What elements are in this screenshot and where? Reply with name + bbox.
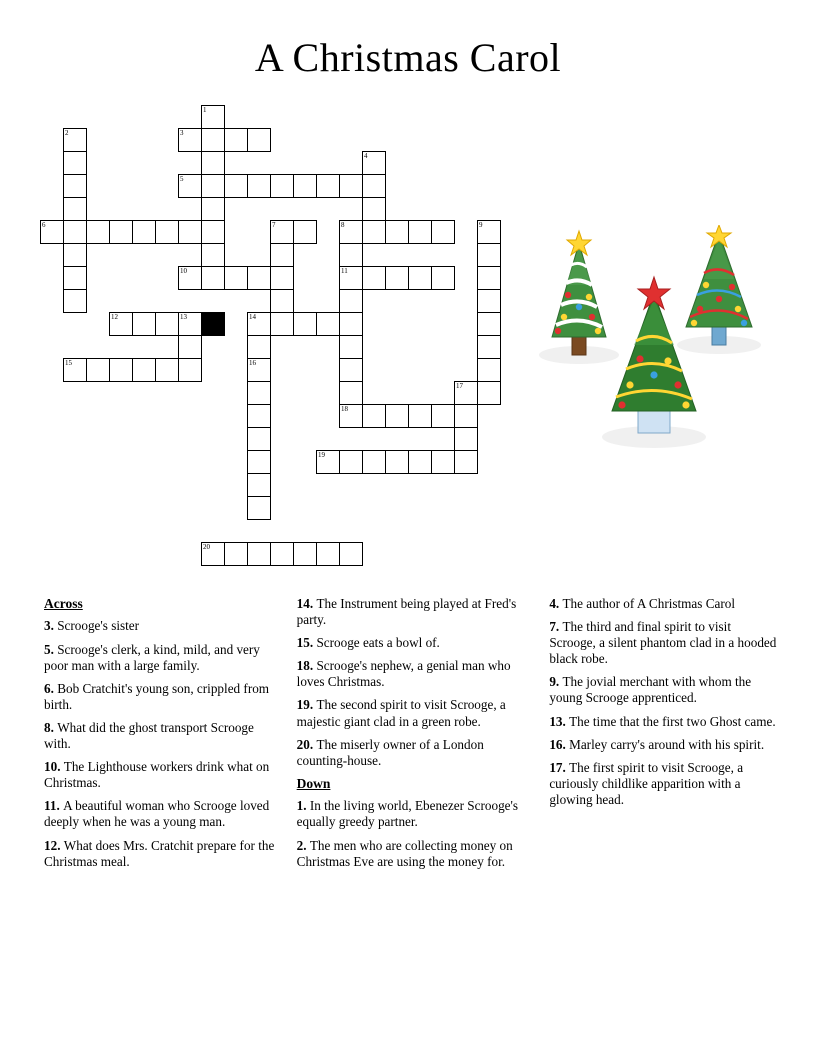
crossword-cell[interactable] [63,289,87,313]
across-heading: Across [44,596,83,611]
crossword-cell[interactable] [362,174,386,198]
across-clue [44,720,275,752]
clue-number: 6. [44,680,58,696]
crossword-cell[interactable] [339,243,363,267]
crossword-cell[interactable] [270,266,294,290]
crossword-cell[interactable] [270,220,294,244]
clue-number: 19. [296,697,317,713]
crossword-cell[interactable] [316,450,340,474]
crossword-cell[interactable] [408,266,432,290]
crossword-grid[interactable] [40,105,540,585]
crossword-cell[interactable] [86,220,110,244]
across-clue [44,642,275,674]
clue-text: The miserly owner of a London counting-house. [296,736,484,768]
clue-number: 12. [44,837,64,853]
clue-number: 2. [296,837,310,853]
crossword-cell[interactable] [247,450,271,474]
crossword-cell[interactable] [247,542,271,566]
crossword-cell[interactable] [270,542,294,566]
crossword-cell[interactable] [270,243,294,267]
clue-text: Scrooge eats a bowl of. [316,635,440,651]
crossword-cell[interactable] [431,450,455,474]
crossword-cell[interactable] [247,358,271,382]
crossword-cell[interactable] [201,151,225,175]
crossword-cell[interactable] [339,220,363,244]
crossword-cell[interactable] [247,404,271,428]
cell-number: 5 [180,175,184,183]
clue-number: 13. [549,713,570,729]
crossword-cell[interactable] [63,220,87,244]
across-clue [297,697,528,729]
crossword-cell[interactable] [385,450,409,474]
crossword-cell[interactable] [247,496,271,520]
christmas-trees-illustration [534,225,784,465]
crossword-cell[interactable] [201,174,225,198]
crossword-cell[interactable] [339,266,363,290]
crossword-cell[interactable] [316,174,340,198]
crossword-cell[interactable] [63,151,87,175]
clue-text: The Lighthouse workers drink what on Christmas. [44,759,270,791]
cell-number: 12 [111,313,118,321]
clue-number: 18. [296,658,317,674]
crossword-cell[interactable] [362,220,386,244]
down-clue [549,619,780,667]
crossword-cell[interactable] [155,312,179,336]
crossword-cell[interactable] [247,473,271,497]
down-clue [549,596,780,612]
crossword-cell[interactable] [247,335,271,359]
crossword-cell[interactable] [293,174,317,198]
cell-number: 16 [249,359,256,367]
down-clue [297,838,528,870]
clue-number: 20. [296,736,317,752]
crossword-cell[interactable] [362,450,386,474]
crossword-cell[interactable] [454,381,478,405]
crossword-cell[interactable] [293,312,317,336]
crossword-cell[interactable] [201,197,225,221]
clue-text: The jovial merchant with whom the young Scrooge apprenticed. [549,674,752,706]
crossword-cell[interactable] [339,381,363,405]
cell-number: 20 [203,543,210,551]
crossword-cell[interactable] [132,312,156,336]
crossword-cell[interactable] [155,358,179,382]
crossword-cell[interactable] [477,243,501,267]
crossword-cell[interactable] [224,174,248,198]
clue-text: What does Mrs. Cratchit prepare for the Christmas meal. [44,837,275,869]
clue-text: The men who are collecting money on Christmas Eve are using the money for. [296,837,513,869]
clue-number: 16. [549,736,570,752]
cell-number: 11 [341,267,348,275]
clue-text: Scrooge's nephew, a genial man who loves Christmas. [296,658,511,690]
clue-text: The time that the first two Ghost came. [569,713,776,729]
crossword-cell[interactable] [408,220,432,244]
crossword-cell[interactable] [201,266,225,290]
clue-text: The third and final spirit to visit Scrooge, a silent phantom clad in a hooded black robe. [549,619,777,667]
clue-number: 5. [44,641,58,657]
crossword-cell[interactable] [477,266,501,290]
crossword-cell[interactable] [201,243,225,267]
crossword-cell[interactable] [408,450,432,474]
cell-number: 4 [364,152,368,160]
across-clue [44,681,275,713]
crossword-cell[interactable] [109,358,133,382]
crossword-cell[interactable] [431,404,455,428]
clue-text: Bob Cratchit's young son, crippled from birth. [44,680,270,712]
clue-number: 17. [549,759,570,775]
crossword-cell[interactable] [477,358,501,382]
crossword-cell[interactable] [247,266,271,290]
cell-number: 18 [341,405,348,413]
cell-number: 7 [272,221,276,229]
cell-number: 14 [249,313,256,321]
crossword-cell[interactable] [201,542,225,566]
crossword-cell[interactable] [178,220,202,244]
crossword-cell[interactable] [86,358,110,382]
crossword-cell[interactable] [316,312,340,336]
cell-number: 2 [65,129,69,137]
crossword-cell[interactable] [270,174,294,198]
crossword-cell[interactable] [339,289,363,313]
crossword-cell[interactable] [339,542,363,566]
crossword-cell[interactable] [270,312,294,336]
down-clue [297,798,528,830]
across-clue [44,838,275,870]
crossword-cell[interactable] [477,381,501,405]
clues-columns [44,596,780,996]
crossword-cell[interactable] [247,128,271,152]
across-clue [297,737,528,769]
clue-text: In the living world, Ebenezer Scrooge's equally greedy partner. [296,798,519,830]
crossword-cell[interactable] [40,220,64,244]
across-clue [44,618,275,634]
crossword-cell[interactable] [362,197,386,221]
crossword-cell[interactable] [155,220,179,244]
crossword-cell[interactable] [178,128,202,152]
crossword-cell-blocked [201,312,225,336]
cell-number: 19 [318,451,325,459]
crossword-cell[interactable] [339,174,363,198]
crossword-cell[interactable] [293,542,317,566]
crossword-cell[interactable] [339,312,363,336]
clue-text: The Instrument being played at Fred's party. [296,596,517,628]
crossword-cell[interactable] [431,220,455,244]
cell-number: 1 [203,106,207,114]
clue-number: 4. [549,596,563,611]
page-title: A Christmas Carol [254,35,562,80]
crossword-cell[interactable] [63,358,87,382]
crossword-cell[interactable] [247,427,271,451]
crossword-cell[interactable] [270,289,294,313]
clue-number: 14. [296,596,317,611]
clue-text: The first spirit to visit Scrooge, a curiously childlike apparition with a glowing head. [549,759,744,807]
clue-number: 15. [296,635,317,651]
crossword-cell[interactable] [132,220,156,244]
crossword-cell[interactable] [316,542,340,566]
crossword-cell[interactable] [454,404,478,428]
across-clue [297,596,528,628]
crossword-cell[interactable] [247,381,271,405]
across-clue [44,798,275,830]
crossword-cell[interactable] [63,174,87,198]
crossword-cell[interactable] [477,289,501,313]
cell-number: 8 [341,221,345,229]
cell-number: 6 [42,221,46,229]
cell-number: 17 [456,382,463,390]
cell-number: 13 [180,313,187,321]
cell-number: 3 [180,129,184,137]
crossword-cell[interactable] [63,243,87,267]
crossword-cell[interactable] [385,404,409,428]
crossword-cell[interactable] [178,266,202,290]
crossword-cell[interactable] [339,335,363,359]
clue-number: 11. [44,798,64,814]
crossword-cell[interactable] [385,220,409,244]
crossword-cell[interactable] [201,105,225,129]
crossword-cell[interactable] [339,404,363,428]
crossword-cell[interactable] [362,404,386,428]
crossword-cell[interactable] [109,312,133,336]
crossword-cell[interactable] [454,427,478,451]
crossword-cell[interactable] [178,335,202,359]
clue-number: 10. [44,759,64,775]
clue-text: Scrooge's sister [57,618,140,634]
clue-number: 8. [44,719,58,735]
crossword-cell[interactable] [454,450,478,474]
cell-number: 15 [65,359,72,367]
crossword-cell[interactable] [247,312,271,336]
crossword-cell[interactable] [178,312,202,336]
across-clue [44,759,275,791]
clue-text: The second spirit to visit Scrooge, a majestic giant clad in a green robe. [296,697,506,729]
down-heading: Down [296,775,331,791]
crossword-cell[interactable] [385,266,409,290]
down-clue [549,674,780,706]
down-clue [549,714,780,730]
clue-number: 3. [44,618,58,634]
crossword-cell[interactable] [477,335,501,359]
cell-number: 9 [479,221,483,229]
crossword-cell[interactable] [339,358,363,382]
crossword-cell[interactable] [362,151,386,175]
clue-number: 7. [549,619,563,635]
crossword-cell[interactable] [431,266,455,290]
crossword-cell[interactable] [408,404,432,428]
crossword-cell[interactable] [247,174,271,198]
crossword-cell[interactable] [178,174,202,198]
clue-text: What did the ghost transport Scrooge with. [44,719,254,752]
clue-text: A beautiful woman who Scrooge loved deeply when he was a young man. [44,798,270,830]
crossword-cell[interactable] [477,220,501,244]
crossword-cell[interactable] [224,128,248,152]
crossword-cell[interactable] [63,128,87,152]
crossword-cell[interactable] [339,450,363,474]
crossword-cell[interactable] [201,128,225,152]
down-clue [549,737,780,753]
crossword-cell[interactable] [477,312,501,336]
crossword-cell[interactable] [132,358,156,382]
cell-number: 10 [180,267,187,275]
clue-number: 1. [296,798,310,814]
across-clue [297,658,528,690]
clue-text: The author of A Christmas Carol [562,596,736,611]
crossword-cell[interactable] [224,266,248,290]
across-clue [297,635,528,651]
crossword-cell[interactable] [63,197,87,221]
crossword-cell[interactable] [109,220,133,244]
crossword-cell[interactable] [224,542,248,566]
down-clue [549,760,780,808]
crossword-cell[interactable] [63,266,87,290]
clue-text: Marley carry's around with his spirit. [569,736,765,752]
crossword-cell[interactable] [178,358,202,382]
crossword-cell[interactable] [201,220,225,244]
clue-text: Scrooge's clerk, a kind, mild, and very poor man with a large family. [44,641,260,673]
clue-number: 9. [549,674,563,690]
crossword-cell[interactable] [293,220,317,244]
crossword-cell[interactable] [362,266,386,290]
